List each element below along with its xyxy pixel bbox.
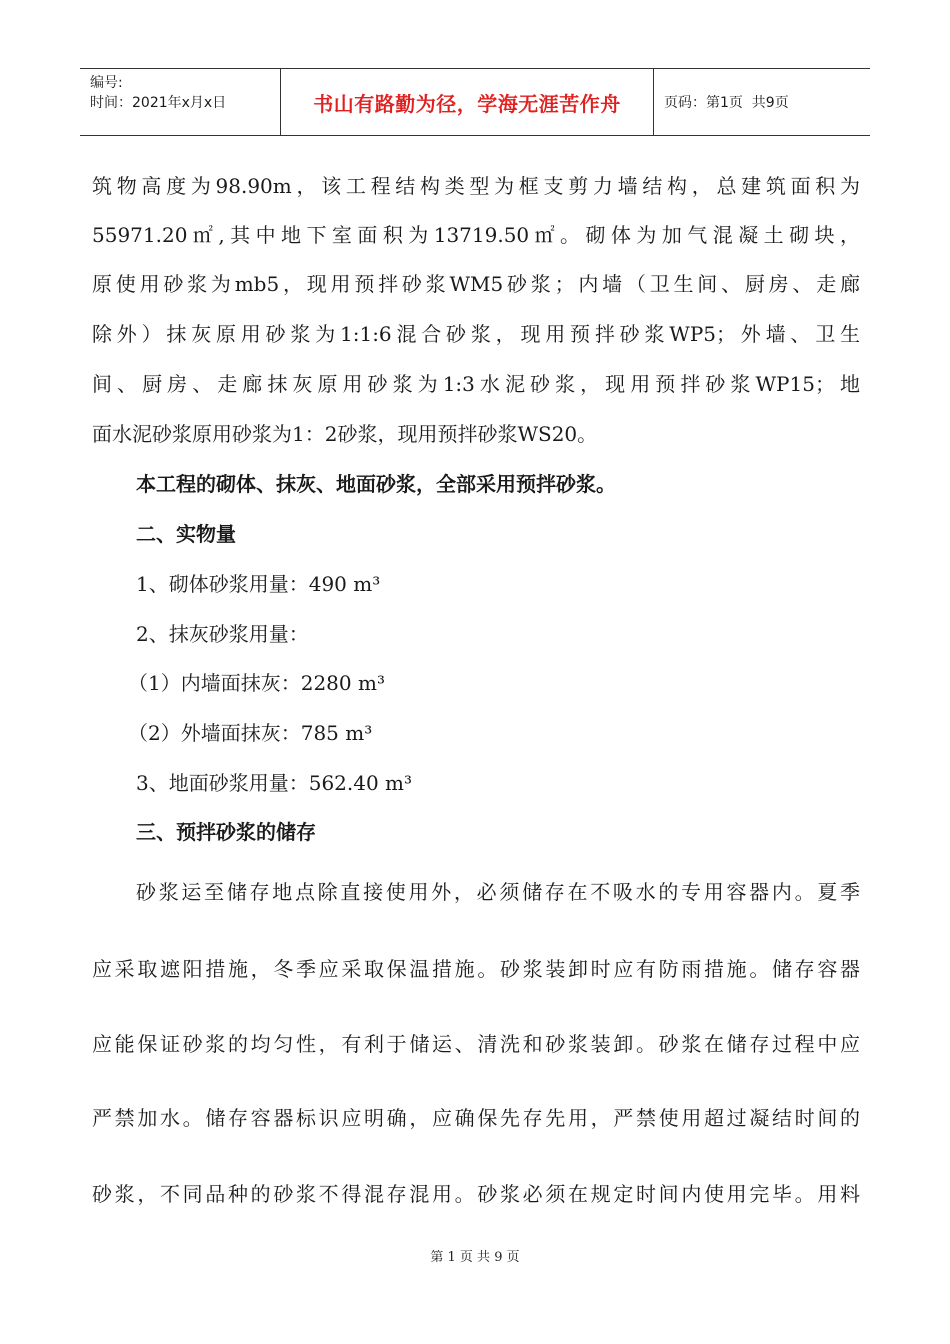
list-item: （2）外墙面抹灰：785 m³ — [128, 721, 373, 745]
body-line: 面水泥砂浆原用砂浆为1：2砂浆，现用预拌砂浆WS20。 — [92, 422, 598, 446]
bold-statement: 本工程的砌体、抹灰、地面砂浆，全部采用预拌砂浆。 — [136, 472, 616, 496]
page-footer: 第 1 页 共 9 页 — [430, 1250, 520, 1265]
body-line: 筑物高度为98.90m，该工程结构类型为框支剪力墙结构，总建筑面积为 — [92, 174, 860, 198]
list-item: （1）内墙面抹灰：2280 m³ — [128, 671, 385, 695]
section-heading: 三、预拌砂浆的储存 — [136, 820, 316, 844]
body-line: 55971.20㎡,其中地下室面积为13719.50㎡。砌体为加气混凝土砌块， — [92, 223, 860, 247]
body-line: 应采取遮阳措施，冬季应采取保温措施。砂浆装卸时应有防雨措施。储存容器 — [92, 957, 860, 981]
list-item: 3、地面砂浆用量：562.40 m³ — [136, 771, 413, 795]
body-line: 间、厨房、走廊抹灰原用砂浆为1:3水泥砂浆，现用预拌砂浆WP15；地 — [92, 372, 860, 396]
date-label: 时间：2021年x月x日 — [90, 95, 227, 111]
body-line: 应能保证砂浆的均匀性，有利于储运、清洗和砂浆装卸。砂浆在储存过程中应 — [92, 1032, 860, 1056]
body-line: 砂浆运至储存地点除直接使用外，必须储存在不吸水的专用容器内。夏季 — [136, 880, 860, 904]
header-page-cell — [654, 69, 870, 135]
header-motto: 书山有路勤为径，学海无涯苦作舟 — [281, 69, 654, 135]
list-item: 2、抹灰砂浆用量： — [136, 622, 309, 646]
body-line: 严禁加水。储存容器标识应明确，应确保先存先用，严禁使用超过凝结时间的 — [92, 1106, 860, 1130]
list-item: 1、砌体砂浆用量：490 m³ — [136, 572, 381, 596]
body-line: 原使用砂浆为mb5，现用预拌砂浆WM5砂浆；内墙（卫生间、厨房、走廊 — [92, 272, 860, 296]
header-page-label: 页码：第1页 共9页 — [664, 95, 789, 111]
body-line: 砂浆，不同品种的砂浆不得混存混用。砂浆必须在规定时间内使用完毕。用料 — [92, 1182, 860, 1206]
document-header — [80, 68, 870, 136]
section-heading: 二、实物量 — [136, 522, 236, 546]
body-line: 除外）抹灰原用砂浆为1:1:6混合砂浆，现用预拌砂浆WP5；外墙、卫生 — [92, 322, 860, 346]
serial-number-label: 编号: — [90, 75, 123, 91]
header-meta-cell — [80, 69, 281, 135]
